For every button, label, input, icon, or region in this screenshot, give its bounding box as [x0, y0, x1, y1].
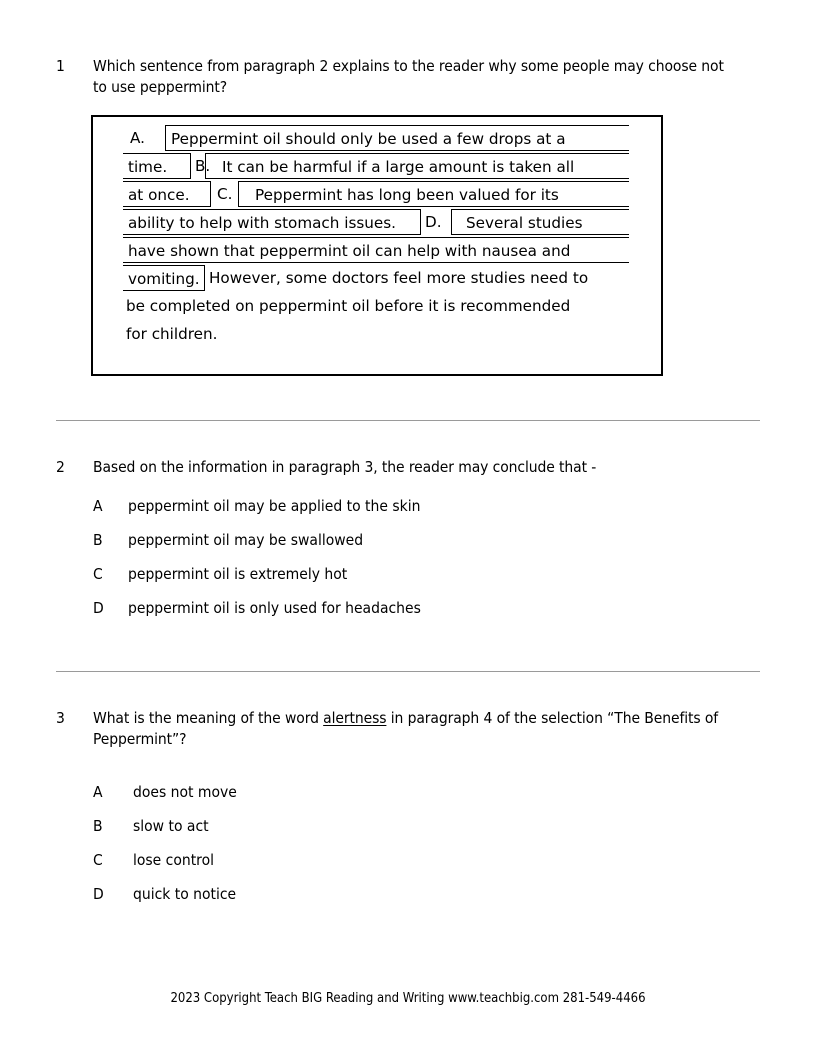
option-3c-letter: C — [93, 851, 103, 869]
passage-text-run — [126, 321, 217, 347]
section-divider-1 — [56, 420, 760, 421]
choice-letter-a: A. — [130, 129, 145, 147]
question-3-vocab-word: alertness — [323, 709, 387, 727]
option-2d[interactable] — [0, 598, 816, 632]
passage-line — [93, 209, 661, 237]
choice-c-text-part1-label: Peppermint has long been valued for its — [255, 186, 559, 204]
choice-letter-c: C. — [217, 185, 233, 203]
question-block-1 — [0, 56, 816, 98]
option-2d-text: peppermint oil is only used for headaches — [128, 599, 421, 617]
question-3-options — [0, 782, 816, 918]
choice-b-text-part2[interactable] — [123, 181, 211, 207]
passage-line — [93, 265, 661, 293]
passage-line-stack — [93, 117, 661, 374]
choice-d-text-part1-label: Several studies — [466, 214, 583, 232]
question-1-prompt: Which sentence from paragraph 2 explains to the reader why some people may choose not to use peppermint? — [93, 57, 724, 96]
option-3d-letter: D — [93, 885, 104, 903]
option-3c-text: lose control — [133, 851, 214, 869]
option-2c-text: peppermint oil is extremely hot — [128, 565, 348, 583]
option-2b-text: peppermint oil may be swallowed — [128, 531, 364, 549]
choice-d-text-part2-label: have shown that peppermint oil can help with nausea and — [128, 242, 571, 260]
choice-letter-b: B. — [195, 157, 211, 175]
choice-a-text-part1[interactable] — [165, 125, 629, 151]
option-3a-letter: A — [93, 783, 103, 801]
choice-b-text-part2-label: at once. — [128, 186, 190, 204]
choice-letter-d: D. — [425, 213, 442, 231]
option-2c-letter: C — [93, 565, 103, 583]
passage-line — [93, 321, 661, 349]
question-2-row — [0, 457, 816, 478]
passage-text-run — [126, 293, 570, 319]
option-2a-text: peppermint oil may be applied to the skin — [128, 497, 421, 515]
passage-line — [93, 153, 661, 181]
question-3-row — [0, 708, 816, 750]
question-2-prompt: Based on the information in paragraph 3, the reader may conclude that - — [93, 458, 597, 476]
choice-a-text-part2-label: time. — [128, 158, 168, 176]
option-3a[interactable] — [0, 782, 816, 816]
option-2a-letter: A — [93, 497, 103, 515]
choice-d-text-part2[interactable] — [123, 237, 629, 263]
question-3-prompt-part3: in paragraph 4 of the selection “The Benefits of Peppermint”? — [93, 709, 719, 748]
choice-b-text-part1-label: It can be harmful if a large amount is taken all — [222, 158, 575, 176]
section-divider-2 — [56, 671, 760, 672]
option-3d-text: quick to notice — [133, 885, 237, 903]
choice-c-text-part2[interactable] — [123, 209, 421, 235]
passage-line — [93, 293, 661, 321]
question-2-number: 2 — [56, 458, 65, 476]
question-block-3 — [0, 708, 816, 918]
question-1-passage-box — [91, 115, 663, 376]
option-3b[interactable] — [0, 816, 816, 850]
question-block-2 — [0, 457, 816, 632]
option-3c[interactable] — [0, 850, 816, 884]
choice-c-text-part1[interactable] — [238, 181, 629, 207]
question-1-number: 1 — [56, 57, 65, 75]
passage-line — [93, 237, 661, 265]
option-2d-letter: D — [93, 599, 104, 617]
option-2c[interactable] — [0, 564, 816, 598]
passage-text-run-label: be completed on peppermint oil before it is recommended — [126, 297, 571, 315]
option-3b-letter: B — [93, 817, 103, 835]
question-3-prompt-part1: What is the meaning of the word — [93, 709, 324, 727]
option-2b-letter: B — [93, 531, 103, 549]
option-2b[interactable] — [0, 530, 816, 564]
question-2-options — [0, 496, 816, 632]
passage-text-run — [207, 265, 593, 291]
passage-line — [93, 125, 661, 153]
option-3a-text: does not move — [133, 783, 237, 801]
passage-text-run-label: However, some doctors feel more studies need to — [209, 269, 589, 287]
question-3-prompt — [93, 708, 741, 750]
choice-a-text-part1-label: Peppermint oil should only be used a few drops at a — [171, 130, 566, 148]
page-footer: 2023 Copyright Teach BIG Reading and Writing www.teachbig.com 281-549-4466 — [170, 991, 646, 1006]
question-3-number: 3 — [56, 709, 65, 727]
choice-b-text-part1[interactable] — [205, 153, 629, 179]
question-1-row — [0, 56, 816, 98]
passage-line — [93, 181, 661, 209]
choice-c-text-part2-label: ability to help with stomach issues. — [128, 214, 396, 232]
option-3b-text: slow to act — [133, 817, 209, 835]
choice-a-text-part2[interactable] — [123, 153, 191, 179]
option-3d[interactable] — [0, 884, 816, 918]
choice-d-text-part3-label: vomiting. — [128, 270, 200, 288]
option-2a[interactable] — [0, 496, 816, 530]
choice-d-text-part1[interactable] — [451, 209, 629, 235]
choice-d-text-part3[interactable] — [123, 265, 205, 291]
passage-text-run-label: for children. — [126, 325, 218, 343]
